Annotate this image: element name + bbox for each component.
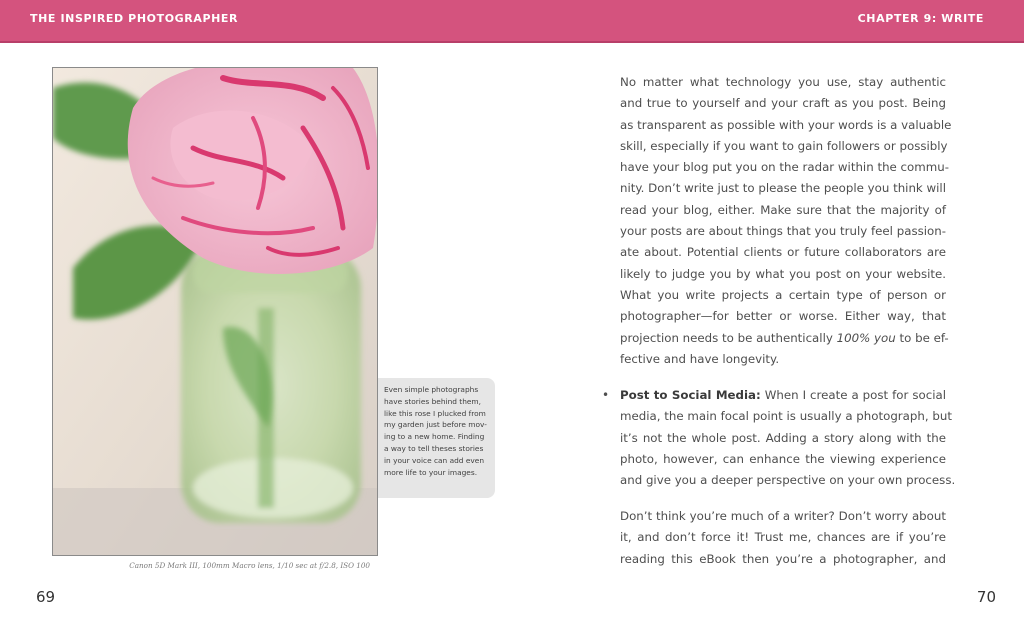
text-line: and give you a deeper perspective on your own process. [620,473,956,488]
bullet-paragraph [620,385,956,491]
text-line: it, and don’t force it! Trust me, chances are if you’re [620,530,946,545]
bullet-heading: Post to Social Media: [620,388,761,402]
text-line: ate about. Potential clients or future collaborators are [620,245,946,260]
body-paragraph-3 [620,506,946,570]
page-number-left: 69 [36,588,56,606]
text-line [620,385,946,406]
text-segment: to be ef- [895,330,949,345]
text-segment: projection needs to be authentically [620,330,837,345]
chapter-title: CHAPTER 9: WRITE [857,12,984,25]
text-line: likely to judge you by what you post on your website. [620,266,946,281]
text-line: read your blog, either. Make sure that the majority of [620,202,946,217]
emphasis-text: 100% you [836,330,896,345]
caption-line: in your voice can add even [384,455,485,465]
caption-line: Even simple photographs [384,385,479,394]
caption-line: more life to your images. [384,467,478,477]
text-line: reading this eBook then you’re a photographer, and [620,551,946,566]
text-line: No matter what technology you use, stay authentic [620,75,946,89]
body-paragraph-1 [620,72,952,370]
caption-line: ing to a new home. Finding [384,432,485,442]
text-line: your posts are about things that you truly feel passion- [620,224,946,239]
text-line: have your blog put you on the radar within the commu- [620,160,949,175]
caption-line: a way to tell theses stories [384,443,484,453]
rose-photo [52,67,378,556]
text-line: photographer—for better or worse. Either way, that [620,309,946,324]
text-line: media, the main focal point is usually a photograph, but [620,409,952,424]
page-number-right: 70 [976,588,996,606]
text-line: Don’t think you’re much of a writer? Don’t worry about [620,509,946,523]
text-segment: When I create a post for social [760,388,946,402]
text-line: photo, however, can enhance the viewing experience [620,451,946,466]
photo-exif-caption: Canon 5D Mark III, 100mm Macro lens, 1/10 sec at f/2.8, ISO 100 [129,561,370,570]
text-line: nity. Don’t write just to please the people you think will [620,181,946,196]
text-line: fective and have longevity. [620,351,780,366]
text-line: it’s not the whole post. Adding a story along with the [620,430,946,445]
text-line: What you write projects a certain type of person or [620,287,946,302]
caption-line: my garden just before mov- [384,420,487,430]
text-line [620,328,949,349]
photo-story-caption [378,378,495,498]
text-line: skill, especially if you want to gain followers or possibly [620,138,948,153]
caption-line: like this rose I plucked from [384,408,486,418]
text-line: as transparent as possible with your words is a valuable [620,117,952,132]
text-line: and true to yourself and your craft as you post. Being [620,96,946,111]
caption-line: have stories behind them, [384,396,481,406]
bullet-marker: • [602,388,610,402]
book-title: THE INSPIRED PHOTOGRAPHER [30,12,239,25]
running-header [0,0,1024,43]
